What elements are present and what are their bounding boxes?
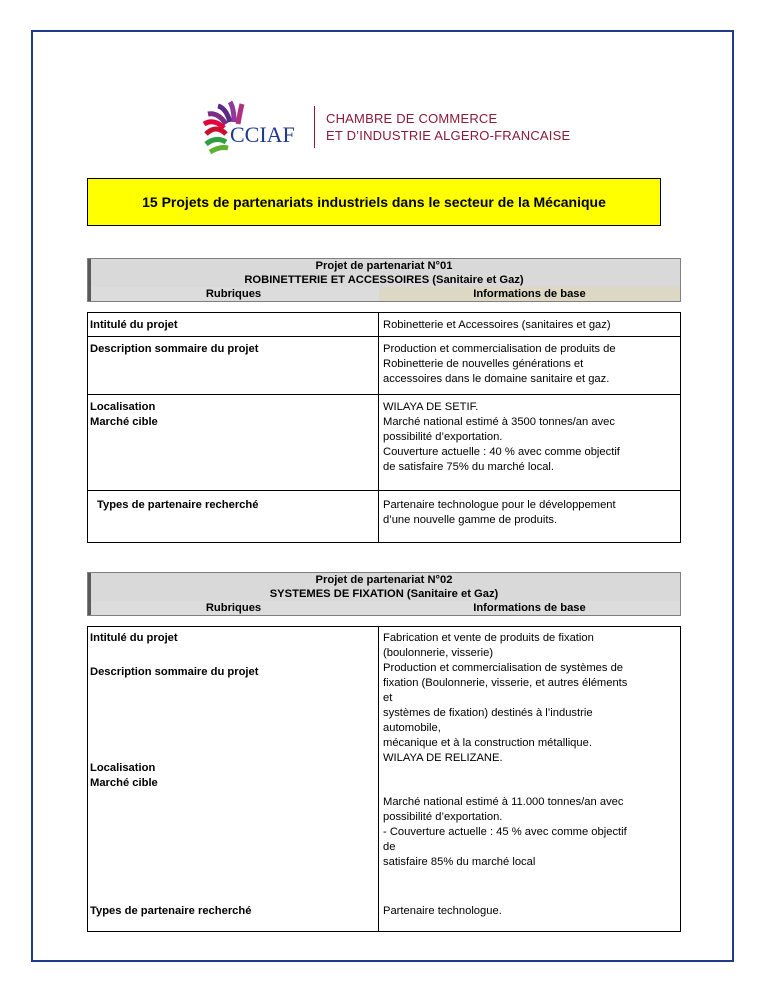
logo-text bbox=[326, 110, 570, 144]
project2-col-rubriques: Rubriques bbox=[205, 602, 262, 614]
project2-column-headers bbox=[88, 601, 680, 615]
project1-subtitle: ROBINETTERIE ET ACCESSOIRES (Sanitaire et Gaz) bbox=[244, 274, 524, 286]
document-title-banner bbox=[87, 178, 661, 226]
project2-title: Projet de partenariat N°02 bbox=[315, 574, 453, 586]
project2-marche-value: Marché national estimé à 11.000 tonnes/an avec possibilité d’exportation. - Couverture actuelle : 45 % avec comme objectif de satisfaire 85% du marché local bbox=[383, 796, 627, 868]
project1-intitule-label: Intitulé du projet bbox=[90, 319, 178, 331]
project1-partenaire-label: Types de partenaire recherché bbox=[97, 499, 259, 511]
logo-line-1: CHAMBRE DE COMMERCE bbox=[326, 111, 498, 126]
project1-description-value: Production et commercialisation de produits de Robinetterie de nouvelles générations et accessoires dans le domaine sanitaire et gaz. bbox=[383, 343, 616, 385]
project1-marche-label: Marché cible bbox=[90, 416, 158, 428]
project2-partenaire-label: Types de partenaire recherché bbox=[90, 905, 252, 917]
project2-marche-label: Marché cible bbox=[90, 777, 158, 789]
cciaf-emblem-icon bbox=[196, 94, 316, 158]
project2-header bbox=[87, 572, 681, 616]
project1-col-rubriques: Rubriques bbox=[205, 288, 262, 300]
project1-description-label: Description sommaire du projet bbox=[90, 343, 259, 355]
logo-line-2: ET D’INDUSTRIE ALGERO-FRANCAISE bbox=[326, 128, 571, 143]
cciaf-logo bbox=[196, 94, 576, 158]
project1-col-infos: Informations de base bbox=[379, 287, 680, 301]
project2-partenaire-value: Partenaire technologue. bbox=[383, 905, 502, 917]
project2-info-value: Fabrication et vente de produits de fixation (boulonnerie, visserie) Production et commercialisation de systèmes de fixation (Boulonnerie, visserie, et autres éléments et systèmes de fixation) destinés à l’industrie automobile, mécanique et à la construction métallique. WILAYA DE RELIZANE. bbox=[383, 632, 628, 764]
project1-column-headers bbox=[88, 287, 680, 301]
logo-divider bbox=[314, 106, 315, 148]
project1-header bbox=[87, 258, 681, 302]
project1-title: Projet de partenariat N°01 bbox=[315, 260, 453, 272]
project2-subtitle: SYSTEMES DE FIXATION (Sanitaire et Gaz) bbox=[269, 588, 499, 600]
project1-localisation-label: Localisation bbox=[90, 401, 156, 413]
logo-acronym: CCIAF bbox=[230, 122, 295, 147]
project2-intitule-label: Intitulé du projet bbox=[90, 632, 178, 644]
project2-description-label: Description sommaire du projet bbox=[90, 666, 259, 678]
project2-localisation-label: Localisation bbox=[90, 762, 156, 774]
project1-intitule-value: Robinetterie et Accessoires (sanitaires et gaz) bbox=[383, 319, 611, 331]
project2-col-infos: Informations de base bbox=[473, 602, 586, 614]
project1-partenaire-value: Partenaire technologue pour le développement d’une nouvelle gamme de produits. bbox=[383, 499, 616, 526]
project1-localisation-value: WILAYA DE SETIF. Marché national estimé à 3500 tonnes/an avec possibilité d’exportation. Couverture actuelle : 40 % avec comme objectif de satisfaire 75% du marché local. bbox=[383, 401, 620, 473]
document-title: 15 Projets de partenariats industriels dans le secteur de la Mécanique bbox=[142, 194, 606, 210]
